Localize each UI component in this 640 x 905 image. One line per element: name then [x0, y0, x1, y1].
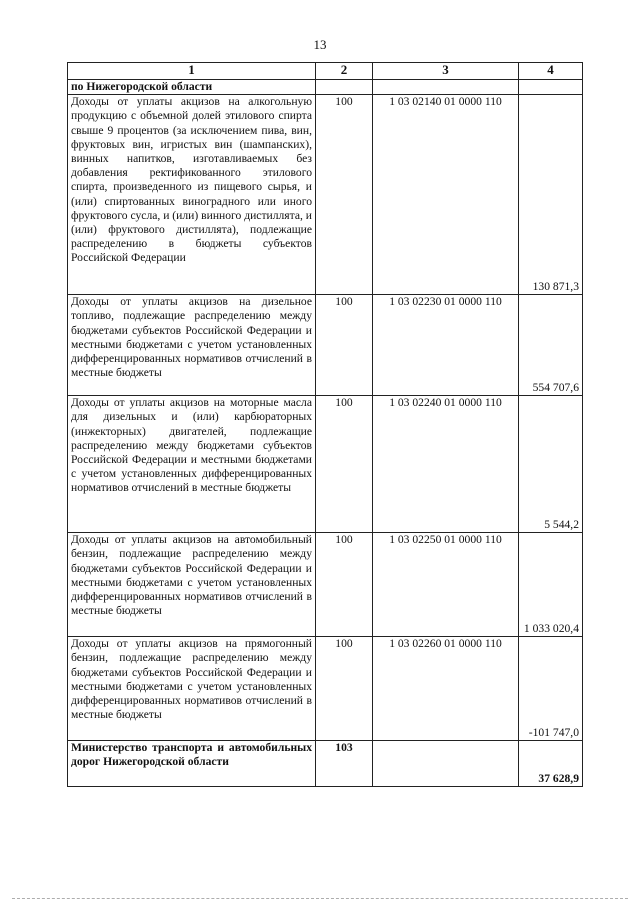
table-row	[68, 533, 583, 637]
table-row	[68, 396, 583, 533]
header-col-4: 4	[519, 63, 583, 80]
ministry-budget-code	[373, 741, 519, 787]
header-col-2: 2	[316, 63, 373, 80]
row-admin-code: 100	[316, 533, 373, 637]
row-name: Доходы от уплаты акцизов на моторные масла для дизельных и (или) карбюраторных (инжекторных) двигателей, подлежащие распределению между бюджетами субъектов Российской Федерации и местными бюджетами с учетом установленных дифференцированных нормативов отчислений в местные бюджеты	[68, 396, 316, 533]
row-budget-code: 1 03 02260 01 0000 110	[373, 637, 519, 741]
table-header-row	[68, 63, 583, 80]
header-col-1: 1	[68, 63, 316, 80]
row-amount: 5 544,2	[519, 396, 583, 533]
row-budget-code: 1 03 02240 01 0000 110	[373, 396, 519, 533]
table-row	[68, 637, 583, 741]
ministry-row	[68, 741, 583, 787]
row-admin-code: 100	[316, 637, 373, 741]
table-row	[68, 295, 583, 396]
row-amount: -101 747,0	[519, 637, 583, 741]
region-row	[68, 80, 583, 95]
row-admin-code: 100	[316, 396, 373, 533]
row-amount: 554 707,6	[519, 295, 583, 396]
ministry-amount: 37 628,9	[519, 741, 583, 787]
row-budget-code: 1 03 02140 01 0000 110	[373, 95, 519, 295]
ministry-admin-code: 103	[316, 741, 373, 787]
row-name: Доходы от уплаты акцизов на дизельное топливо, подлежащие распределению между бюджетами субъектов Российской Федерации и местными бюджетами с учетом установленных дифференцированных нормативов отчислений в местные бюджеты	[68, 295, 316, 396]
row-name: Доходы от уплаты акцизов на автомобильный бензин, подлежащие распределению между бюджетами субъектов Российской Федерации и местными бюджетами с учетом установленных дифференцированных нормативов отчислений в местные бюджеты	[68, 533, 316, 637]
row-admin-code: 100	[316, 295, 373, 396]
table-row	[68, 95, 583, 295]
ministry-name: Министерство транспорта и автомобильных дорог Нижегородской области	[68, 741, 316, 787]
page-number: 13	[313, 37, 327, 52]
row-admin-code: 100	[316, 95, 373, 295]
footer-scan-lines	[12, 898, 628, 902]
row-budget-code: 1 03 02230 01 0000 110	[373, 295, 519, 396]
row-amount: 130 871,3	[519, 95, 583, 295]
row-budget-code: 1 03 02250 01 0000 110	[373, 533, 519, 637]
region-label: по Нижегородской области	[68, 80, 316, 95]
revenue-table	[67, 62, 583, 787]
header-col-3: 3	[373, 63, 519, 80]
row-amount: 1 033 020,4	[519, 533, 583, 637]
row-name: Доходы от уплаты акцизов на прямогонный бензин, подлежащие распределению между бюджетами субъектов Российской Федерации и местными бюджетами с учетом установленных дифференцированных нормативов отчислений в местные бюджеты	[68, 637, 316, 741]
row-name: Доходы от уплаты акцизов на алкогольную продукцию с объемной долей этилового спирта свыше 9 процентов (за исключением пива, вин, фруктовых вин, игристых вин (шампанских), винных напитков, изготавливаемых без добавления ректификованного этилового спирта, произведенного из пищевого сырья, и (или) спиртованных виноградного или иного фруктового сусла, и (или) винного дистиллята, и (или) фруктового дистиллята), подлежащие распределению в бюджеты субъектов Российской Федерации	[68, 95, 316, 295]
